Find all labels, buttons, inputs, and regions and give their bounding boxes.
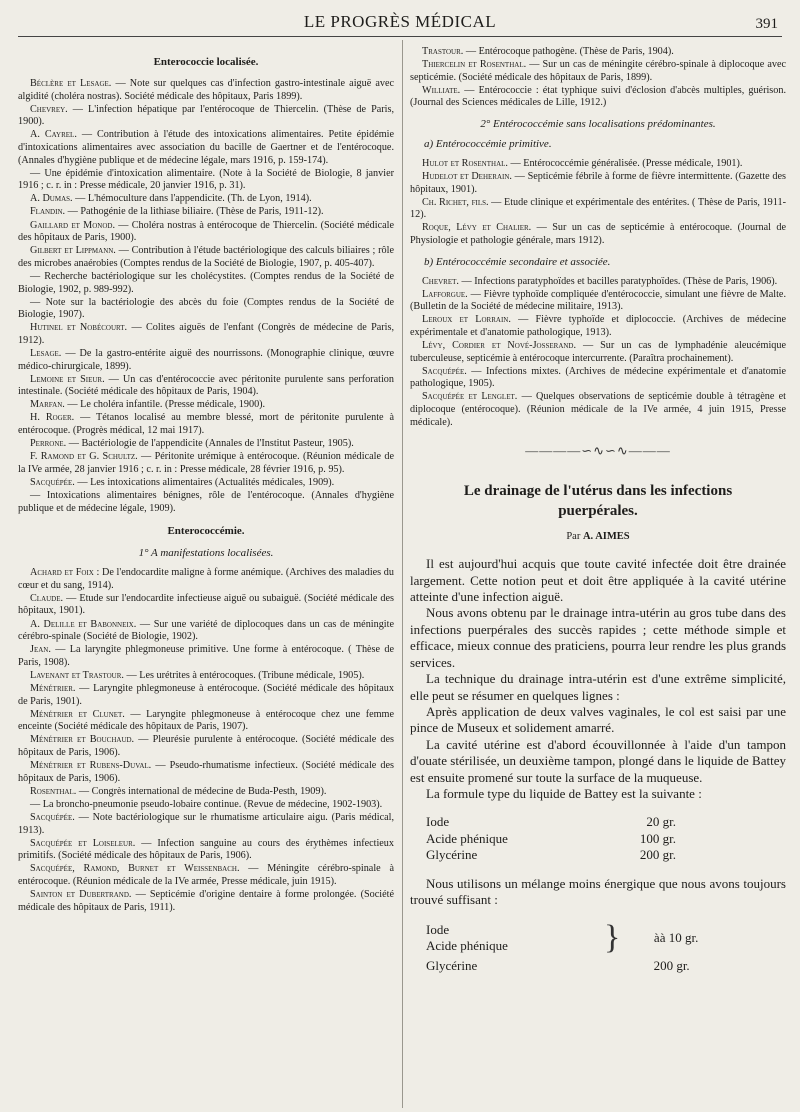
reference-entry bbox=[18, 193, 394, 206]
reference-entry bbox=[18, 786, 394, 799]
reference-entry bbox=[410, 171, 786, 196]
article-paragraph: La cavité utérine est d'abord écouvillonnée à l'aide d'un tampon d'ouate stérilisée, un deuxième tampon, plongé dans le liquide de Battey est ensuite promené sur toute la surface de la muqueuse. bbox=[410, 736, 786, 785]
reference-authors: Chevret. bbox=[422, 275, 459, 287]
reference-entry bbox=[410, 314, 786, 339]
reference-authors: Gaillard et Monod. bbox=[30, 219, 115, 231]
reference-text: — Infection sanguine au cours des érythèmes infectieux primitifs. (Société médicale des hôpitaux de Paris, 1906). bbox=[18, 837, 394, 862]
article-paragraph: Nous utilisons un mélange moins énergique que nous avons toujours trouvé suffisant : bbox=[410, 875, 786, 907]
reference-text: — Pathogénie de la lithiase biliaire. (Thèse de Paris, 1911-12). bbox=[65, 206, 324, 218]
reference-text: — Laryngite phlegmoneuse à entérocoque. (Société médicale des hôpitaux de Paris, 1901). bbox=[18, 683, 394, 707]
reference-entry bbox=[18, 567, 394, 592]
reference-entry bbox=[18, 399, 394, 412]
reference-text: — Infections mixtes. (Archives de médecine expérimentale et d'anatomie pathologique, 1905). bbox=[410, 365, 786, 390]
reference-authors: Ménétrier et Bouchaud. bbox=[30, 734, 135, 746]
article-title-line: Le drainage de l'utérus dans les infections bbox=[463, 483, 733, 500]
reference-authors: Chevrey. bbox=[30, 103, 68, 115]
reference-authors: Ménétrier. bbox=[30, 683, 76, 695]
article-paragraph: Nous avons obtenu par le drainage intra-utérin au gros tube dans des infections puerpérales des succès rapides ; cette méthode simple et efficace, mieux connue des praticiens, pourra leur rendre les plus grands services. bbox=[410, 605, 786, 670]
reference-text: : De l'endocardite maligne à forme anémique. (Archives des maladies du cœur et du sang, 1914). bbox=[18, 567, 394, 591]
reference-authors: Béclère et Lesage. bbox=[30, 78, 112, 89]
reference-authors: Thiercelin et Rosenthal. bbox=[422, 59, 527, 71]
article-byline bbox=[410, 531, 786, 542]
formula-row bbox=[426, 814, 676, 830]
reference-authors: Hutinel et Nobécourt. bbox=[30, 322, 128, 334]
reference-entry bbox=[410, 59, 786, 84]
reference-text: — L'infection hépatique par l'entérocoque de Thiercelin. (Thèse de Paris, 1900). bbox=[18, 103, 394, 128]
reference-authors: — bbox=[30, 167, 41, 179]
reference-authors: Sainton et Dubertrand. bbox=[30, 889, 132, 901]
formula-modified bbox=[426, 918, 786, 958]
reference-authors: Claude. bbox=[30, 592, 64, 604]
reference-entry bbox=[18, 838, 394, 863]
page-header bbox=[18, 10, 782, 37]
reference-list bbox=[18, 78, 394, 515]
reference-text: — Pseudo-rhumatisme infectieux. (Société médicale des hôpitaux de Paris, 1906). bbox=[18, 760, 394, 784]
reference-authors: Ménétrier et Clunet. bbox=[30, 708, 125, 720]
reference-entry bbox=[410, 289, 786, 314]
reference-entry bbox=[18, 619, 394, 644]
reference-text: — Pleurésie purulente à entérocoque. (Société médicale des hôpitaux de Paris, 1906). bbox=[18, 734, 394, 758]
reference-authors: Rosenthal. bbox=[30, 785, 77, 797]
reference-entry bbox=[410, 158, 786, 171]
formula-row bbox=[426, 847, 676, 863]
formula-ingredient: Glycérine bbox=[426, 847, 478, 863]
formula-ingredient: Acide phénique bbox=[426, 938, 508, 954]
reference-authors: Hulot et Rosenthal. bbox=[422, 157, 508, 169]
reference-text: — Quelques observations de septicémie double à tétragène et diplocoque (entérocoque). (Réunion médicale de la IVe armée, 4 juin 1915, Presse médicale). bbox=[410, 391, 786, 428]
reference-entry bbox=[18, 129, 394, 167]
reference-entry bbox=[410, 46, 786, 59]
reference-entry bbox=[18, 863, 394, 888]
reference-authors: Marfan. bbox=[30, 399, 65, 411]
reference-text: — Septicémie fébrile à forme de fièvre intermittente. (Gazette des hôpitaux, 1901). bbox=[410, 171, 786, 195]
reference-authors: Ménétrier et Rubens-Duval. bbox=[30, 760, 152, 772]
reference-entry bbox=[410, 85, 786, 110]
reference-authors: Sacquépée et Loiseleur. bbox=[30, 837, 136, 849]
reference-entry bbox=[18, 104, 394, 129]
reference-list bbox=[18, 567, 394, 914]
brace-icon: } bbox=[604, 919, 621, 957]
reference-entry bbox=[18, 220, 394, 245]
reference-text: La broncho-pneumonie pseudo-lobaire continue. (Revue de médecine, 1902-1903). bbox=[40, 798, 383, 810]
reference-text: — Colites aiguës de l'enfant (Congrès de médecine de Paris, 1912). bbox=[18, 322, 394, 346]
formula-quantity: 20 gr. bbox=[646, 814, 676, 830]
reference-authors: — bbox=[30, 798, 41, 810]
reference-entry bbox=[410, 391, 786, 429]
article-author: A. AIMES bbox=[582, 531, 630, 543]
reference-authors: Perrone. bbox=[30, 438, 67, 450]
byline-prefix: Par bbox=[566, 531, 581, 543]
reference-text: — Choléra nostras à entérocoque de Thiercelin. (Société médicale des hôpitaux de Paris, 1900). bbox=[18, 219, 394, 244]
reference-text: — Congrès international de médecine de Buda-Pesth, 1909). bbox=[76, 785, 327, 797]
reference-entry bbox=[18, 245, 394, 270]
reference-entry bbox=[410, 222, 786, 247]
formula-ingredient: Iode bbox=[426, 921, 450, 937]
reference-authors: Lesage. bbox=[30, 347, 62, 359]
reference-text: — Entérococcémie généralisée. (Presse médicale, 1901). bbox=[507, 157, 743, 169]
reference-authors: Hudelot et Deherain. bbox=[422, 171, 512, 183]
reference-entry bbox=[18, 374, 394, 399]
formula-last-row bbox=[426, 958, 786, 974]
section-title: Enterococcie localisée. bbox=[153, 56, 259, 68]
formula-shared-quantity: àà 10 gr. bbox=[653, 930, 699, 946]
formula-ingredient-names bbox=[426, 922, 604, 955]
reference-authors: H. Roger. bbox=[30, 412, 75, 424]
reference-authors: Sacquépée et Lenglet. bbox=[422, 391, 518, 403]
reference-text: — L'hémoculture dans l'appendicite. (Th. de Lyon, 1914). bbox=[72, 193, 312, 205]
reference-authors: — bbox=[30, 296, 41, 308]
formula-ingredient: Acide phénique bbox=[426, 830, 508, 846]
subsection-title: a) Entérococcémie primitive. bbox=[424, 137, 552, 150]
article-body bbox=[410, 556, 786, 802]
reference-entry bbox=[18, 78, 394, 103]
reference-text: — Le choléra infantile. (Presse médicale, 1900). bbox=[64, 399, 266, 411]
running-title: LE PROGRÈS MÉDICAL bbox=[303, 12, 497, 31]
formula-ingredient: Glycérine bbox=[426, 958, 478, 974]
reference-authors: Jean. bbox=[30, 644, 51, 656]
reference-text: — Infections paratyphoïdes et bacilles paratyphoïdes. (Thèse de Paris, 1906). bbox=[458, 275, 778, 287]
formula-quantity: 100 gr. bbox=[639, 830, 676, 846]
subsection-title: b) Entérococcémie secondaire et associée. bbox=[424, 255, 611, 268]
reference-entry bbox=[410, 366, 786, 391]
reference-entry bbox=[18, 812, 394, 837]
reference-text: — Tétanos localisé au membre blessé, mort de péritonite purulente à entérocoque. (Progrès médical, 12 mai 1917). bbox=[18, 412, 394, 437]
reference-entry bbox=[18, 206, 394, 219]
reference-text: — Sur une variété de diplocoques dans un cas de méningite cérébro-spinale (Société de Biologie, 1902). bbox=[18, 618, 394, 643]
reference-entry bbox=[18, 593, 394, 618]
article-paragraph: Il est aujourd'hui acquis que toute cavité infectée doit être drainée largement. Cette notion peut et doit être appliquée à la cavité utérine atteinte d'une infection aiguë. bbox=[410, 556, 786, 605]
article-title-line: puerpérales. bbox=[558, 503, 638, 520]
reference-text: — Entérocoque pathogène. (Thèse de Paris, 1904). bbox=[463, 46, 674, 57]
formula-quantity: 200 gr. bbox=[639, 847, 676, 863]
reference-entry bbox=[18, 438, 394, 451]
reference-authors: — bbox=[30, 270, 41, 282]
reference-entry bbox=[18, 683, 394, 708]
page-number: 391 bbox=[755, 16, 778, 32]
reference-entry bbox=[18, 271, 394, 296]
reference-authors: Sacquépée, Ramond, Burnet et Weissenbach. bbox=[30, 863, 240, 875]
reference-text: — Septicémie d'origine dentaire à forme prolongée. (Société médicale des hôpitaux de Paris, 1911). bbox=[18, 889, 394, 913]
article-paragraph: La technique du drainage intra-utérin est d'une extrême simplicité, elle peut se résumer en quelques lignes : bbox=[410, 671, 786, 703]
reference-authors: Trastour. bbox=[422, 46, 464, 57]
reference-text: — Méningite cérébro-spinale à entérocoque. (Réunion médicale de la IVe armée, Presse médicale, juin 1915). bbox=[18, 863, 394, 887]
reference-text: — Bactériologie de l'appendicite (Annales de l'Institut Pasteur, 1905). bbox=[66, 438, 354, 450]
formula-row bbox=[426, 831, 676, 847]
formula-battey bbox=[426, 814, 786, 863]
article-paragraph: La formule type du liquide de Battey est la suivante : bbox=[426, 785, 702, 801]
reference-text: — Péritonite urémique à entérocoque. (Réunion médicale de la IVe armée, 28 janvier 1916 ; c. r. in : Presse médicale, 28 février 1916, p. 95). bbox=[18, 451, 394, 475]
reference-authors: Lévy, Cordier et Nové-Josserand. bbox=[422, 340, 577, 352]
reference-text: — Entérococcie : état typhique suivi d'éclosion d'abcès multiples, guérison. (Journal des Sciences médicales de Lille, 1912.) bbox=[410, 84, 786, 109]
reference-authors: Sacquépée. bbox=[422, 365, 467, 377]
reference-authors: A. Dumas. bbox=[30, 193, 73, 205]
reference-authors: Williate. bbox=[422, 84, 461, 96]
reference-authors: Flandin. bbox=[30, 206, 66, 218]
section-title: Enterococcémie. bbox=[167, 525, 245, 538]
reference-text: — De la gastro-entérite aiguë des nourrissons. (Monographie clinique, œuvre médico-chirurgicale, 1899). bbox=[18, 347, 394, 372]
reference-authors: — bbox=[30, 490, 41, 501]
reference-text: Une épidémie d'intoxication alimentaire. (Note à la Société de Biologie, 8 janvier 1916 ; c. r. in : Presse médicale, 20 janvier 1916, p. 31). bbox=[18, 167, 394, 192]
left-column bbox=[18, 46, 394, 915]
reference-entry bbox=[18, 322, 394, 347]
reference-text: — Fièvre typhoïde et diplococcie. (Archives de médecine expérimentale et d'anatomie pathologique, 1913). bbox=[410, 314, 786, 338]
reference-text: — Contribution à l'étude des intoxications alimentaires. Petite épidémie d'intoxications alimentaires avec association du bacille de Gaertner et de l'entérocoque. (Annales d'hygiène publique et de médecine légale, mars 1916, p. 159-174). bbox=[18, 129, 394, 166]
reference-text: — Fièvre typhoïde compliquée d'entérococcie, simulant une fièvre de Malte. (Bulletin de la Société de médecine militaire, 1913). bbox=[410, 288, 786, 313]
subsection-title: 2° Entérococcémie sans localisations prédominantes. bbox=[480, 117, 716, 130]
reference-text: — La laryngite phlegmoneuse primitive. Une forme à entérocoque. ( Thèse de Paris, 1908). bbox=[18, 644, 394, 668]
reference-authors: Ch. Richet, fils. bbox=[422, 196, 489, 208]
reference-entry bbox=[18, 490, 394, 515]
reference-list bbox=[410, 46, 786, 110]
reference-list bbox=[410, 158, 786, 248]
reference-authors: A. Delille et Babonneix. bbox=[30, 618, 137, 630]
reference-list bbox=[410, 276, 786, 430]
subsection-title: 1° A manifestations localisées. bbox=[138, 547, 274, 560]
reference-authors: Leroux et Lorrain. bbox=[422, 314, 511, 326]
reference-text: — Note sur quelques cas d'infection gastro-intestinale aiguë avec algidité (choléra nostras). Société médicale des hôpitaux, Paris 1899). bbox=[18, 78, 394, 102]
reference-entry bbox=[18, 709, 394, 734]
reference-text: — Laryngite phlegmoneuse à entérocoque chez une femme enceinte (Société médicale des hôpitaux de Paris, 1907). bbox=[18, 708, 394, 733]
reference-authors: Roque, Lévy et Chalier. bbox=[422, 222, 532, 234]
reference-authors: Lafforgue. bbox=[422, 288, 468, 300]
column-divider bbox=[402, 40, 403, 1108]
reference-text: — Contribution à l'étude bactériologique des calculs biliaires ; rôle des microbes anaérobies (Comptes rendus de la Société de Biologie, 1907, p. 405-407). bbox=[18, 245, 394, 269]
reference-authors: Gilbert et Lippmann. bbox=[30, 245, 116, 257]
reference-text: — Sur un cas de lymphadénie aleucémique tuberculeuse, septicémie à entérocoque intercurrente. (Paraîtra prochainement). bbox=[410, 340, 786, 364]
right-column bbox=[410, 46, 786, 975]
reference-entry bbox=[18, 477, 394, 490]
article-title bbox=[410, 481, 786, 521]
reference-text: — Etude sur l'endocardite infectieuse aiguë ou subaiguë. (Société médicale des hôpitaux, 1901). bbox=[18, 592, 394, 617]
reference-entry bbox=[410, 340, 786, 365]
reference-text: — Etude clinique et expérimentale des entérites. ( Thèse de Paris, 1911-12). bbox=[410, 196, 786, 221]
formula-ingredient: Iode bbox=[426, 814, 450, 830]
formula-quantity: 200 gr. bbox=[653, 958, 690, 974]
reference-entry bbox=[18, 412, 394, 437]
reference-entry bbox=[18, 644, 394, 669]
reference-entry bbox=[18, 670, 394, 683]
reference-text: Note sur la bactériologie des abcès du foie (Comptes rendus de la Société de Biologie, 1907). bbox=[18, 296, 394, 321]
article-paragraph: Après application de deux valves vaginales, le col est saisi par une pince de Museux et solidement amarré. bbox=[410, 703, 786, 736]
reference-authors: Lemoine et Sieur. bbox=[30, 373, 105, 385]
reference-authors: Achard et Foix bbox=[30, 567, 94, 579]
reference-entry bbox=[18, 799, 394, 812]
reference-entry bbox=[18, 760, 394, 785]
reference-text: Recherche bactériologique sur les cholécystites. (Comptes rendus de la Société de Biologie, 1902, p. 989-992). bbox=[18, 270, 394, 295]
reference-text: — Un cas d'entérococcie avec péritonite purulente sans perforation intestinale. (Société médicale des hôpitaux de Paris, 1904). bbox=[18, 373, 394, 398]
reference-entry bbox=[18, 451, 394, 476]
reference-text: — Les urétrites à entérocoques. (Tribune médicale, 1905). bbox=[123, 669, 365, 681]
reference-authors: Sacquépée. bbox=[30, 476, 75, 488]
reference-text: Intoxications alimentaires bénignes, rôle de l'entérocoque. (Annales d'hygiène publique et de médecine légale, 1909). bbox=[18, 490, 394, 514]
reference-entry bbox=[18, 734, 394, 759]
reference-authors: Lavenant et Trastour. bbox=[30, 669, 124, 681]
reference-authors: A. Cayrel. bbox=[30, 129, 77, 141]
reference-entry bbox=[410, 197, 786, 222]
reference-text: — Note bactériologique sur le rhumatisme articulaire aigu. (Paris médical, 1913). bbox=[18, 811, 394, 836]
reference-text: — Les intoxications alimentaires (Actualités médicales, 1909). bbox=[74, 476, 335, 488]
reference-text: — Sur un cas de septicémie à entérocoque. (Journal de Physiologie et pathologie générale, mars 1912). bbox=[410, 222, 786, 247]
reference-entry bbox=[18, 889, 394, 914]
reference-entry bbox=[410, 276, 786, 289]
reference-entry bbox=[18, 168, 394, 193]
reference-authors: Sacquépée. bbox=[30, 811, 75, 823]
ornament-divider-icon: ————∽∿∽∿——— bbox=[525, 443, 671, 459]
reference-text: — Sur un cas de méningite cérébro-spinale à diplocoque avec septicémie. (Société médicale des hôpitaux de Paris, 1899). bbox=[410, 59, 786, 83]
reference-entry bbox=[18, 297, 394, 322]
reference-entry bbox=[18, 348, 394, 373]
reference-authors: F. Ramond et G. Schultz. bbox=[30, 451, 138, 463]
